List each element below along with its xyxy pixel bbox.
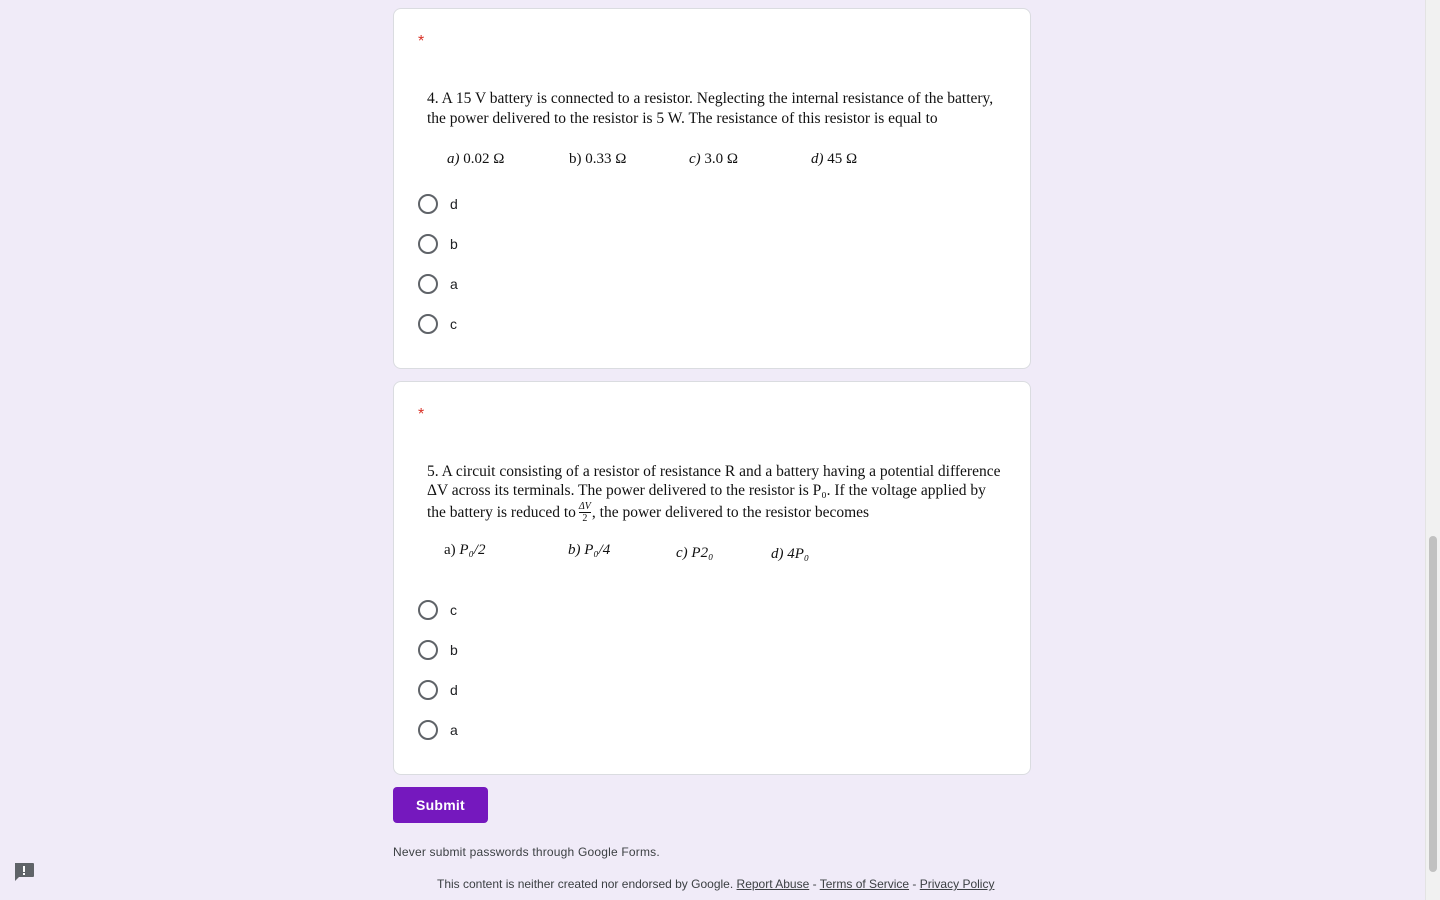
radio-button-icon[interactable]	[418, 194, 438, 214]
question-text	[427, 462, 1002, 524]
report-issue-icon[interactable]	[13, 862, 35, 882]
choice-c: c) 3.0 Ω	[689, 151, 739, 167]
question-card-5	[393, 381, 1031, 775]
question-text: 4. A 15 V battery is connected to a resistor. Neglecting the internal resistance of the battery, the power delivered to the resistor is 5 W. The resistance of this resistor is equal to	[427, 90, 994, 127]
radio-option[interactable]	[418, 718, 458, 742]
footer-separator: -	[912, 877, 917, 891]
option-label: c	[450, 316, 457, 332]
option-label: d	[450, 196, 458, 212]
choice-b: b) 0.33 Ω	[569, 151, 627, 167]
radio-button-icon[interactable]	[418, 314, 438, 334]
terms-link[interactable]: Terms of Service	[819, 877, 910, 891]
privacy-link[interactable]: Privacy Policy	[919, 877, 995, 891]
fraction: ΔV 2	[578, 501, 591, 524]
option-label: a	[450, 276, 458, 292]
radio-option[interactable]	[418, 192, 458, 216]
footer-separator: -	[812, 877, 817, 891]
footer-disclaimer: This content is neither created nor endorsed by Google.	[437, 877, 734, 891]
radio-option[interactable]	[418, 232, 458, 256]
radio-button-icon[interactable]	[418, 274, 438, 294]
option-label: b	[450, 642, 458, 658]
choice-b: b) P₀/4	[568, 542, 611, 558]
question-line-3: the battery is reduced to ΔV 2 , the power delivered to the resistor becomes	[427, 501, 870, 524]
required-asterisk: *	[418, 33, 425, 50]
radio-option[interactable]	[418, 272, 458, 296]
option-label: a	[450, 722, 458, 738]
radio-button-icon[interactable]	[418, 680, 438, 700]
radio-button-icon[interactable]	[418, 640, 438, 660]
question-card-4	[393, 8, 1031, 369]
scrollbar[interactable]	[1425, 0, 1440, 900]
report-abuse-link[interactable]: Report Abuse	[736, 877, 810, 891]
password-warning: Never submit passwords through Google Forms.	[393, 845, 660, 859]
option-label: c	[450, 602, 457, 618]
radio-button-icon[interactable]	[418, 600, 438, 620]
choice-a: a) P₀/2	[444, 542, 486, 558]
radio-option[interactable]	[418, 312, 457, 336]
submit-button[interactable]: Submit	[393, 787, 488, 823]
radio-button-icon[interactable]	[418, 234, 438, 254]
choice-c: c) P2₀	[676, 545, 714, 561]
choice-a: a) 0.02 Ω	[447, 151, 505, 167]
option-label: b	[450, 236, 458, 252]
radio-option[interactable]	[418, 598, 457, 622]
scrollbar-thumb[interactable]	[1429, 536, 1437, 872]
required-asterisk: *	[418, 406, 425, 423]
option-label: d	[450, 682, 458, 698]
choice-d: d) 45 Ω	[811, 151, 858, 167]
radio-option[interactable]	[418, 638, 458, 662]
radio-option[interactable]	[418, 678, 458, 702]
choice-d: d) 4P₀	[771, 546, 810, 562]
question-line-1: 5. A circuit consisting of a resistor of resistance R and a battery having a potential difference	[427, 463, 1001, 480]
footer	[437, 877, 994, 891]
radio-button-icon[interactable]	[418, 720, 438, 740]
question-line-2: ΔV across its terminals. The power delivered to the resistor is P₀. If the voltage applied by	[427, 482, 986, 499]
